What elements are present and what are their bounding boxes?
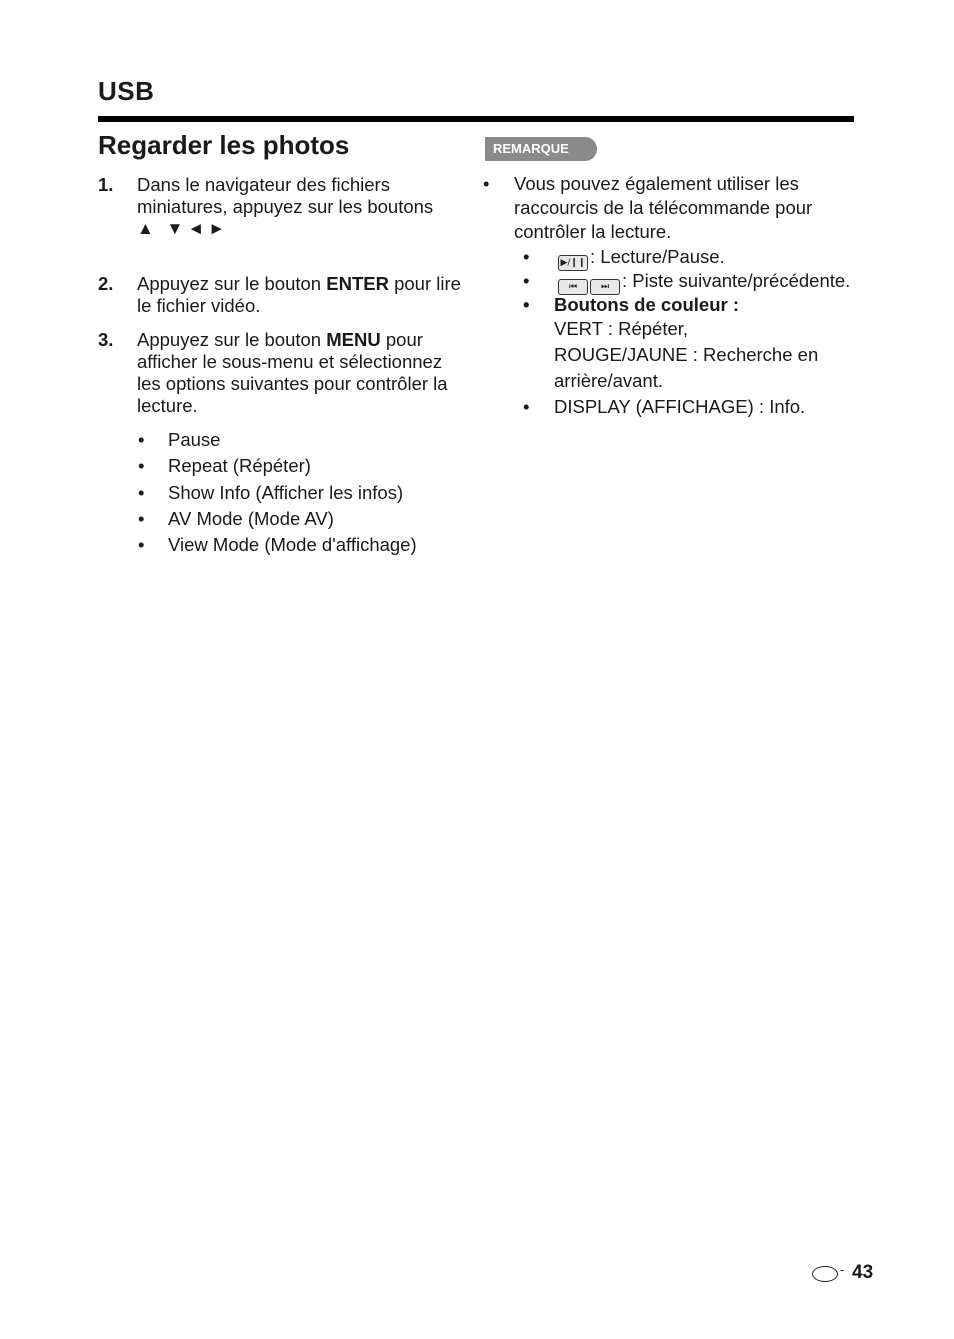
color-line: arrière/avant. <box>554 370 663 391</box>
navigation-arrows-icon: ▲ ▼◄► <box>137 219 230 238</box>
step-1 <box>98 174 478 244</box>
step-3 <box>98 329 478 424</box>
bullet: • <box>523 294 530 315</box>
step-2-post: pour lire le fichier vidéo. <box>137 273 461 316</box>
color-line: ROUGE/JAUNE : Recherche en <box>554 344 819 365</box>
color-line: VERT : Répéter, <box>554 318 689 339</box>
next-track-key-icon: ⏭ <box>590 279 620 295</box>
skip-text: : Piste suivante/précédente. <box>622 270 851 291</box>
bullet: • <box>523 270 530 291</box>
bullet: • <box>138 429 145 450</box>
section-title: USB <box>98 76 155 106</box>
step-number: 1. <box>98 174 114 195</box>
note-line: raccourcis de la télécommande pour <box>514 197 813 218</box>
color-buttons-title: Boutons de couleur : <box>554 294 739 315</box>
step-text <box>137 273 467 317</box>
bullet: • <box>483 173 490 194</box>
enter-key-label: ENTER <box>326 273 389 294</box>
page-number: 43 <box>852 1262 874 1283</box>
play-pause-text: : Lecture/Pause. <box>590 246 725 267</box>
page-heading: Regarder les photos <box>98 130 350 160</box>
option-label: Repeat (Répéter) <box>168 455 311 476</box>
page-dash: - <box>840 1262 845 1277</box>
step-2 <box>98 273 478 323</box>
step-number: 3. <box>98 329 114 350</box>
step-text <box>137 329 463 417</box>
step-3-pre: Appuyez sur le bouton <box>137 329 327 350</box>
bullet: • <box>523 246 530 267</box>
step-number: 2. <box>98 273 114 294</box>
note-line: Vous pouvez également utiliser les <box>514 173 799 194</box>
previous-track-key-icon: ⏮ <box>558 279 588 295</box>
bullet: • <box>138 455 145 476</box>
play-pause-key-icon: ▶/❙❙ <box>558 255 588 271</box>
option-label: AV Mode (Mode AV) <box>168 508 334 529</box>
option-label: Show Info (Afficher les infos) <box>168 482 404 503</box>
option-label: Pause <box>168 429 221 450</box>
step-2-pre: Appuyez sur le bouton <box>137 273 327 294</box>
bullet: • <box>138 482 145 503</box>
bullet: • <box>138 534 145 555</box>
menu-key-label: MENU <box>326 329 381 350</box>
language-indicator-icon <box>812 1266 838 1282</box>
note-badge: REMARQUE <box>485 137 597 161</box>
note-line: contrôler la lecture. <box>514 221 672 242</box>
option-label: View Mode (Mode d'affichage) <box>168 534 417 555</box>
step-text <box>137 174 467 240</box>
step-3-post: pour afficher le sous-menu et sélectionnez les options suivantes pour contrôler la lecture. <box>137 329 448 416</box>
display-text: DISPLAY (AFFICHAGE) : Info. <box>554 396 806 417</box>
header-rule <box>98 116 854 122</box>
bullet: • <box>138 508 145 529</box>
bullet: • <box>523 396 530 417</box>
step-1-text: Dans le navigateur des fichiers miniatures, appuyez sur les boutons <box>137 174 434 217</box>
